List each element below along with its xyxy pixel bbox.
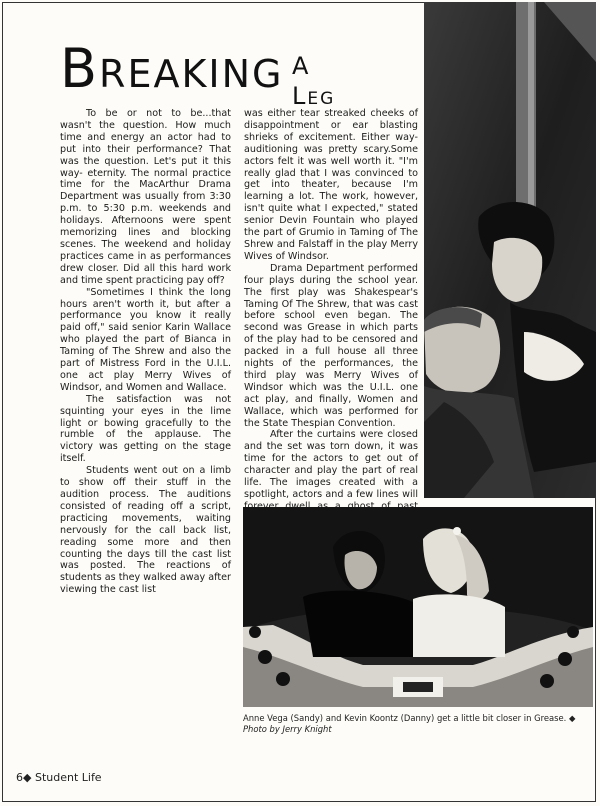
headline-main: Breaking bbox=[60, 37, 284, 100]
article-paragraph: Students went out on a limb to show off their stuff in the audition process. The auditions consisted of reading off a script, practicing movements, waiting nervously for the call back list, reading some more and then counting the days till the cast list was posted. The reactions of students as they walked away after viewing the cast list bbox=[60, 465, 231, 596]
article-paragraph: To be or not to be...that wasn't the question. How much time and energy an actor had to put into their performance? That was the question. Let's put it this way- eternity. The normal practice time for the MacArthur Drama Department was usually from 3:30 p.m. to 5:30 p.m. weekends and holidays. Afternoons were spent memorizing lines and blocking scenes. The weekend and holiday practices came in as performances drew closer. Did all this hard work and time spent practicing pay off? bbox=[60, 108, 231, 286]
photo-credit: ◆ Photo by Jerry Knight bbox=[243, 713, 576, 734]
article-paragraph: The satisfaction was not squinting your eyes in the lime light or bowing gracefully to the rumble of the applause. The victory was getting on the stage itself. bbox=[60, 393, 231, 465]
article-column-left bbox=[60, 108, 231, 596]
article-column-right bbox=[244, 108, 418, 549]
headline bbox=[60, 37, 284, 100]
headline-small bbox=[292, 52, 335, 112]
photo-caption bbox=[243, 713, 593, 734]
caption-text: Anne Vega (Sandy) and Kevin Koontz (Danny) get a little bit closer in Grease. bbox=[243, 713, 567, 723]
article-paragraph: "Sometimes I think the long hours aren't worth it, but after a performance you know it really paid off," said senior Karin Wallace who played the part of Bianca in Taming of The Shrew and also the part of Mistress Ford in the U.I.L. one act play Merry Wives of Windsor, and Women and Wallace. bbox=[60, 286, 231, 393]
article-paragraph: was either tear streaked cheeks of disappointment or ear blasting shrieks of excitement. Either way- auditioning was pretty scary.Some actors felt it was well worth it. "I'm really glad that I was convinced to get into theater, because I'm learning a lot. The work, however, isn't quite what I expected," stated senior Devin Fountain who played the part of Grumio in Taming of The Shrew and Falstaff in the play Merry Wives of Windsor. bbox=[244, 108, 418, 262]
page-folio bbox=[16, 771, 102, 784]
article-paragraph: Drama Department performed four plays during the school year. The first play was Shakespear's Taming Of The Shrew, that was cast before school even began. The second was Grease in which parts of the play had to be censored and packed in a full house all three nights of the performances, the third play was Merry Wives of Windsor which was the U.I.L. one act play, and finally, Women and Wallace, which was performed for the State Thespian Convention. bbox=[244, 262, 418, 429]
page-number: 6 bbox=[16, 771, 23, 784]
photo-taming-of-the-shrew bbox=[424, 2, 596, 498]
headline-small-word-2: Leg bbox=[292, 82, 336, 110]
article-paragraph-text: After the curtains were closed and the set was torn down, it was time for the actors to get out of character and play the part of real life. The images created with a spotlight, actors and a few lines will bbox=[244, 429, 418, 500]
photo-grease bbox=[243, 507, 593, 707]
headline-small-word-1: A bbox=[292, 52, 311, 80]
section-name: ◆ Student Life bbox=[23, 771, 102, 784]
